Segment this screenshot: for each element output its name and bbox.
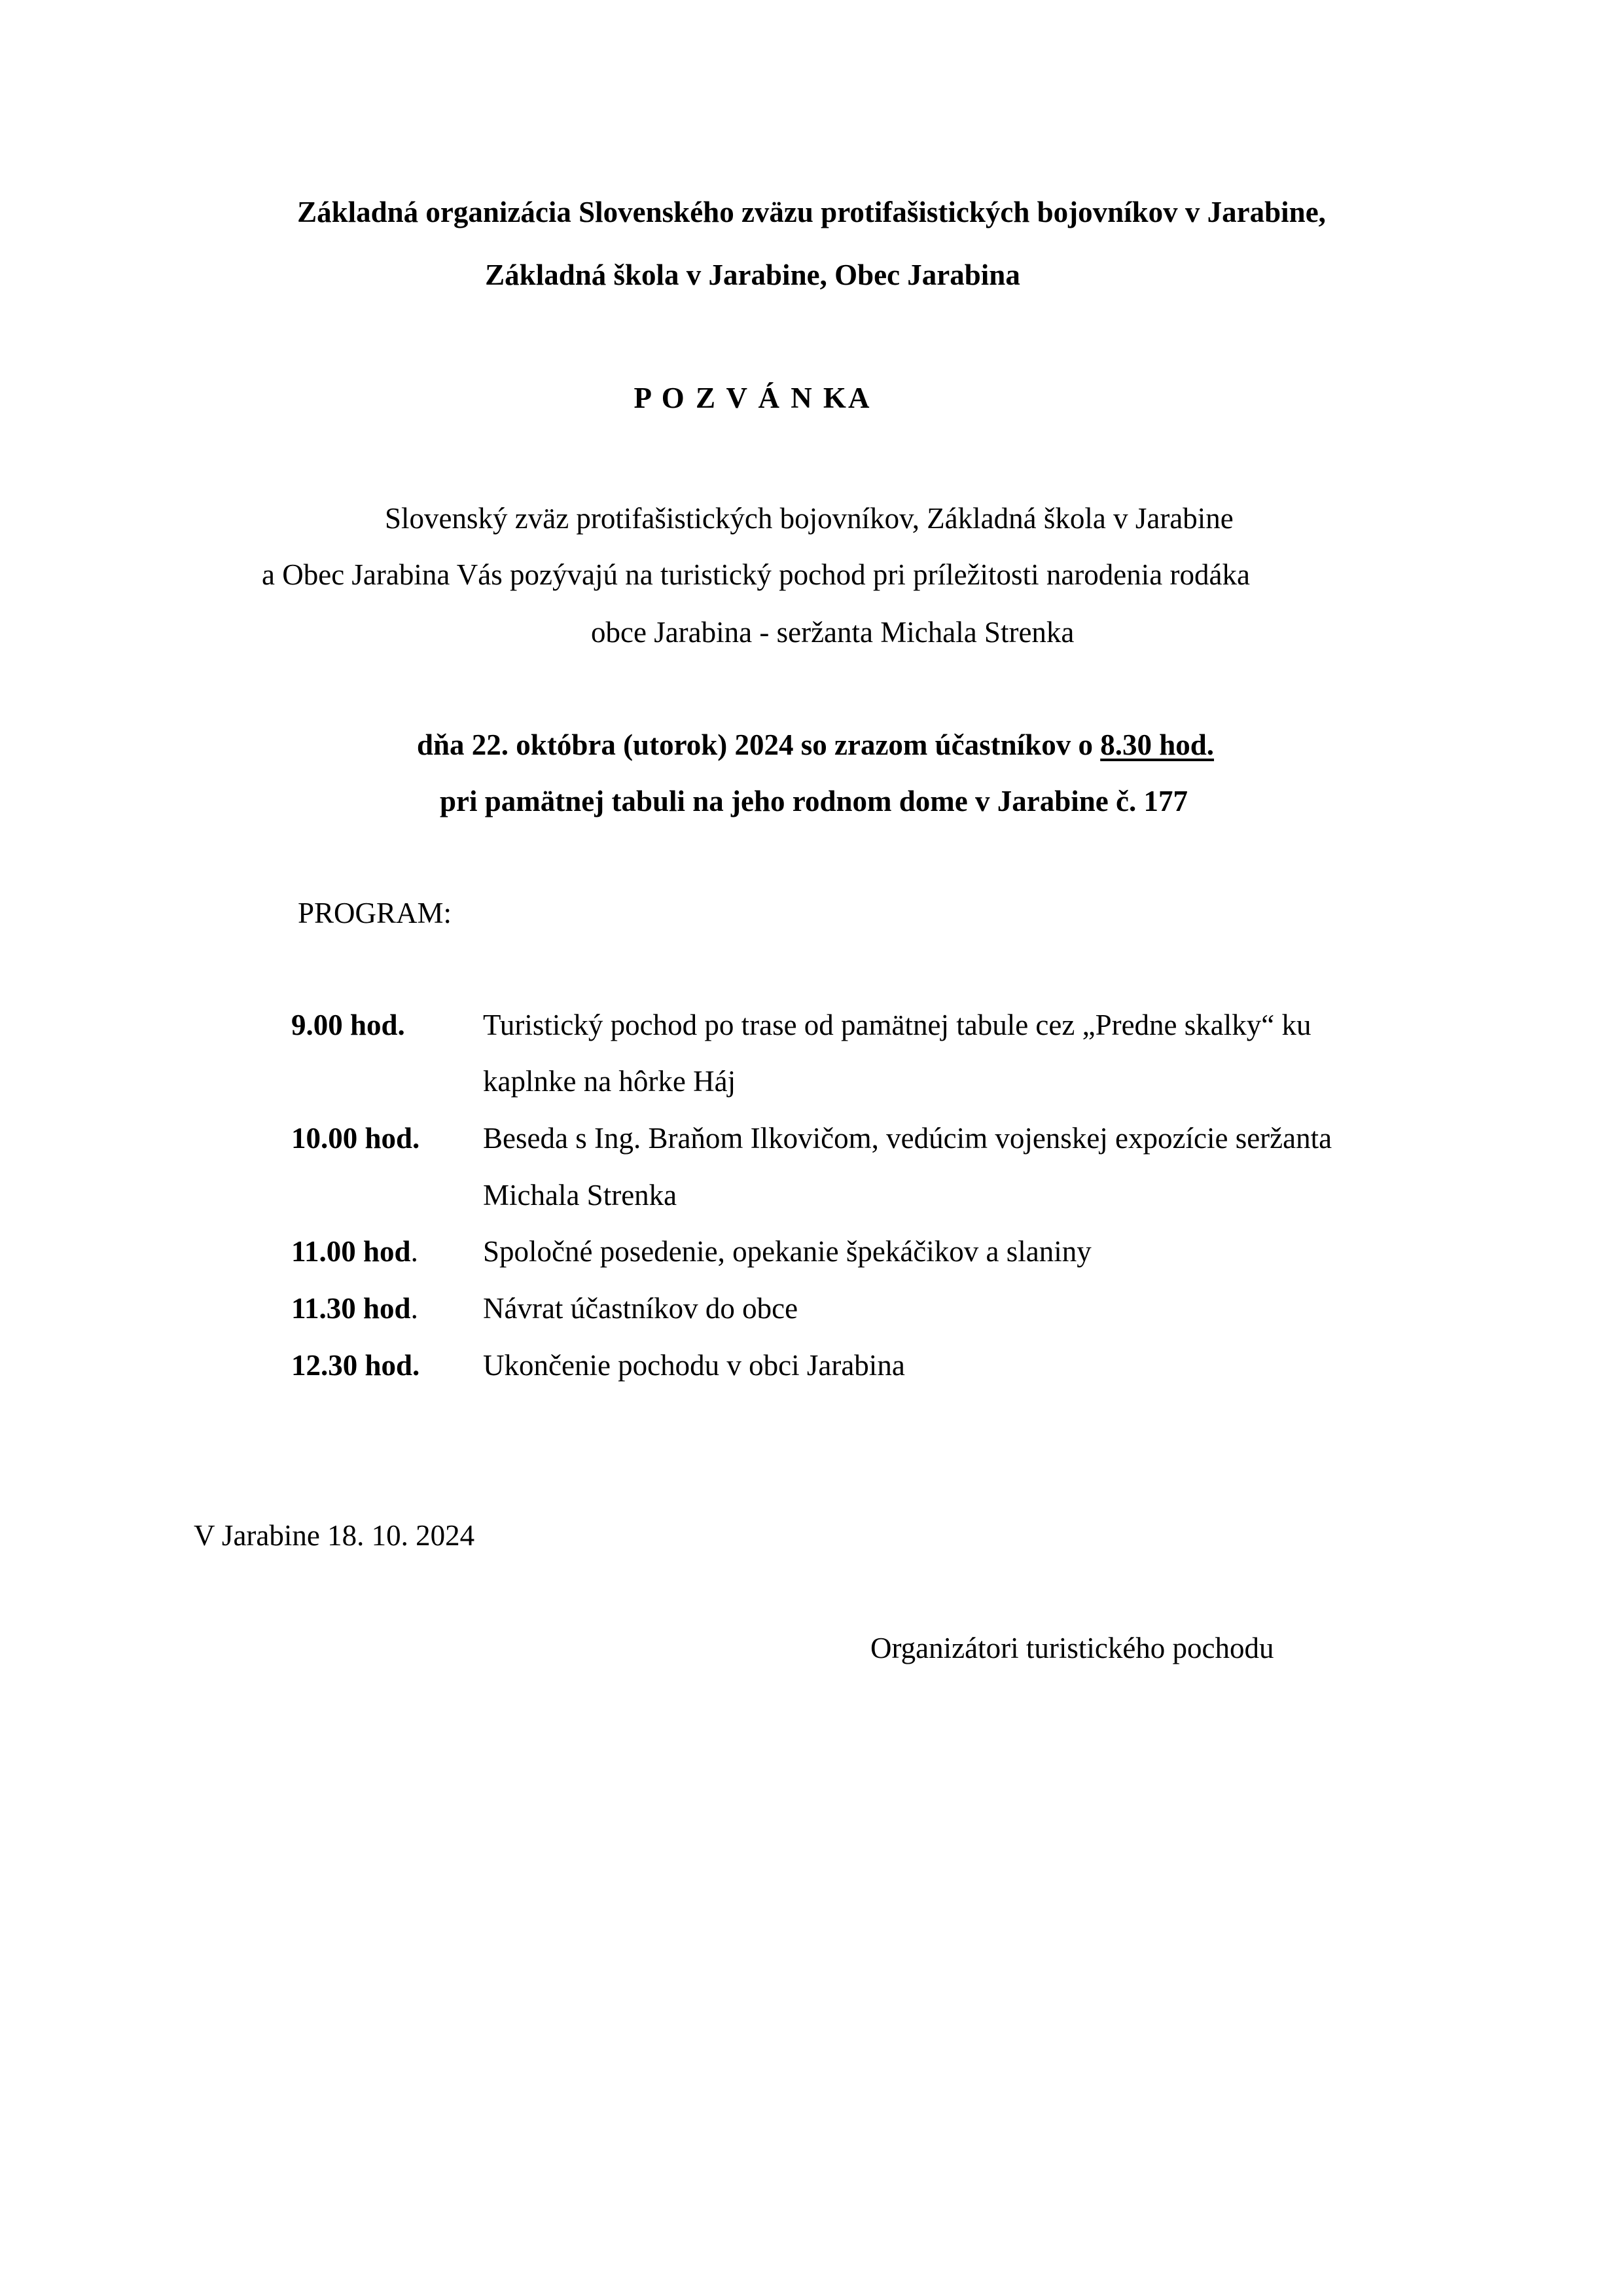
place-and-date: V Jarabine 18. 10. 2024	[194, 1519, 475, 1552]
event-date-line	[417, 725, 1214, 764]
program-item-text: Návrat účastníkov do obce	[483, 1292, 798, 1325]
event-time: 8.30 hod.	[1100, 728, 1215, 761]
header-line-2: Základná škola v Jarabine, Obec Jarabina	[485, 259, 1020, 291]
program-item-text-cont: Michala Strenka	[483, 1179, 677, 1211]
program-item-text: Ukončenie pochodu v obci Jarabina	[483, 1349, 905, 1382]
signature: Organizátori turistického pochodu	[870, 1632, 1274, 1664]
program-item-time: 9.00 hod.	[291, 1009, 405, 1041]
intro-line-2: a Obec Jarabina Vás pozývajú na turistický pochod pri príležitosti narodenia rodáka	[262, 558, 1250, 591]
program-item-time: 11.30 hod.	[291, 1292, 418, 1325]
program-item-text: Spoločné posedenie, opekanie špekáčikov a slaniny	[483, 1235, 1092, 1268]
program-item-text: Beseda s Ing. Braňom Ilkovičom, vedúcim vojenskej expozície seržanta	[483, 1122, 1332, 1155]
document-title: P O Z V Á N KA	[633, 382, 872, 414]
program-item-time: 10.00 hod.	[291, 1122, 420, 1155]
event-place: pri pamätnej tabuli na jeho rodnom dome v Jarabine č. 177	[440, 785, 1188, 817]
program-item-text-cont: kaplnke na hôrke Háj	[483, 1065, 736, 1098]
program-item-time: 12.30 hod.	[291, 1349, 420, 1382]
program-heading: PROGRAM:	[298, 897, 452, 929]
intro-line-1: Slovenský zväz protifašistických bojovníkov, Základná škola v Jarabine	[385, 502, 1234, 535]
program-item-text: Turistický pochod po trase od pamätnej tabule cez „Predne skalky“ ku	[483, 1009, 1311, 1041]
intro-line-3: obce Jarabina - seržanta Michala Strenka	[591, 616, 1075, 649]
program-item-time: 11.00 hod.	[291, 1235, 418, 1268]
header-line-1: Základná organizácia Slovenského zväzu protifašistických bojovníkov v Jarabine,	[297, 196, 1326, 228]
event-date-prefix: dňa 22. októbra (utorok) 2024 so zrazom účastníkov o	[417, 728, 1101, 761]
